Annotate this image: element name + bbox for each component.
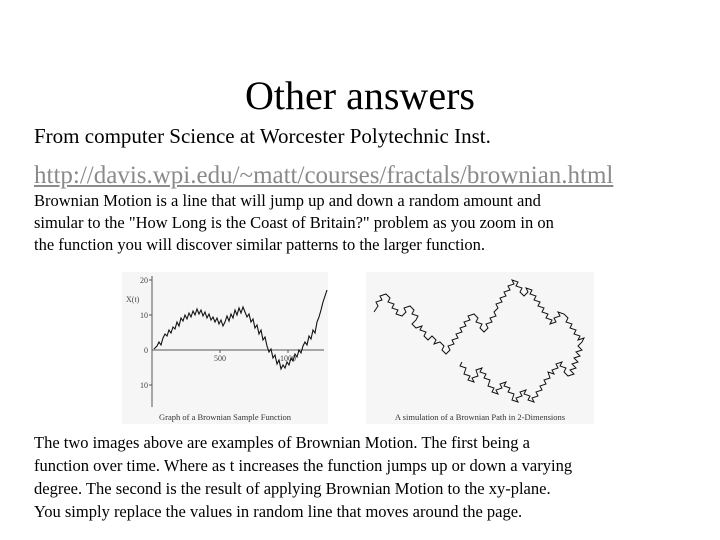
y-tick-label: 10 [140, 381, 148, 390]
figure-background [366, 272, 594, 424]
source-line: From computer Science at Worcester Polytechnic Inst. [34, 124, 491, 148]
figure-caption: A simulation of a Brownian Path in 2-Dimensions [394, 412, 566, 422]
y-axis-label: X(t) [126, 295, 140, 304]
y-tick-label: 0 [144, 346, 148, 355]
source-url-link[interactable]: http://davis.wpi.edu/~matt/courses/fractals/brownian.html [34, 162, 614, 189]
closing-paragraph [34, 431, 694, 523]
closing-line: degree. The second is the result of applying Brownian Motion to the xy-plane. [34, 479, 551, 498]
y-tick-label: 20 [140, 276, 148, 285]
brownian-function-figure [122, 272, 328, 424]
figure-background [122, 272, 328, 424]
closing-line: function over time. Where as t increases the function jumps up or down a varying [34, 456, 573, 475]
slide-title: Other answers [245, 73, 475, 118]
x-tick-label: 1000 [280, 354, 296, 363]
x-tick-label: 500 [214, 354, 226, 363]
description-line: simular to the "How Long is the Coast of Britain?" problem as you zoom in on [34, 213, 554, 232]
brownian-path-figure [366, 272, 594, 424]
closing-line: You simply replace the values in random line that moves around the page. [34, 502, 523, 521]
figure-caption: Graph of a Brownian Sample Function [159, 412, 291, 422]
description-line: the function you will discover similar patterns to the larger function. [34, 235, 486, 254]
closing-line: The two images above are examples of Brownian Motion. The first being a [34, 433, 530, 452]
y-tick-label: 10 [140, 311, 148, 320]
description-paragraph [34, 190, 694, 256]
description-line: Brownian Motion is a line that will jump up and down a random amount and [34, 191, 541, 210]
